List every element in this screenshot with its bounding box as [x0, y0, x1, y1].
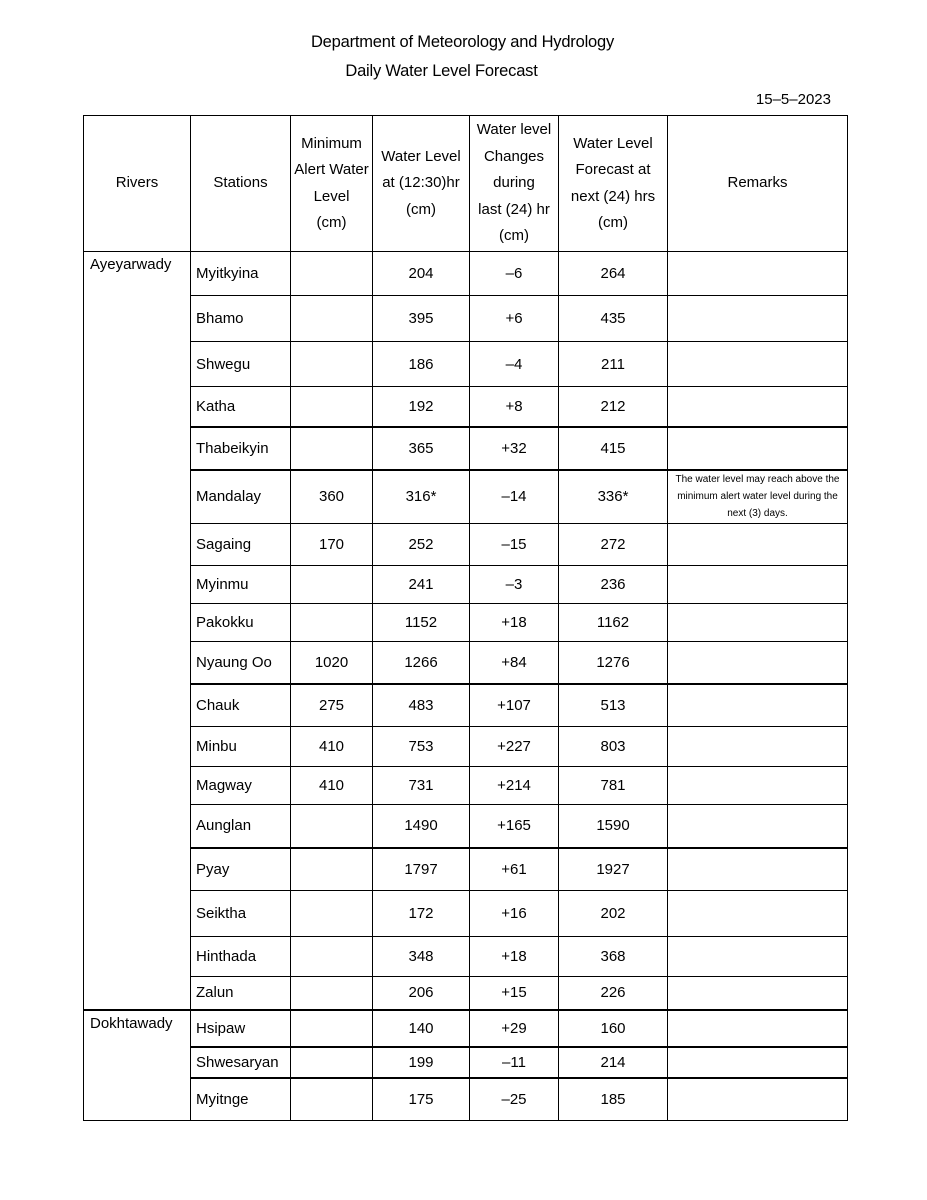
level-change: +18 [470, 604, 559, 642]
water-level: 483 [373, 684, 470, 727]
station-name: Zalun [191, 977, 291, 1010]
col-header-remarks: Remarks [668, 116, 848, 252]
min-alert-level [291, 604, 373, 642]
station-name: Aunglan [191, 805, 291, 848]
remarks [668, 642, 848, 684]
river-name: Dokhtawady [84, 1010, 191, 1121]
remarks [668, 524, 848, 566]
water-level: 252 [373, 524, 470, 566]
forecast-level: 272 [559, 524, 668, 566]
col-header-forecast: Water Level Forecast at next (24) hrs (cm) [559, 116, 668, 252]
station-name: Minbu [191, 727, 291, 767]
forecast-level: 185 [559, 1078, 668, 1121]
level-change: +227 [470, 727, 559, 767]
station-name: Thabeikyin [191, 427, 291, 470]
table-row [84, 1047, 848, 1078]
station-name: Hinthada [191, 937, 291, 977]
water-level: 204 [373, 252, 470, 296]
level-change: +165 [470, 805, 559, 848]
min-alert-level [291, 296, 373, 342]
min-alert-level: 410 [291, 767, 373, 805]
remarks [668, 767, 848, 805]
level-change: +214 [470, 767, 559, 805]
level-change: +15 [470, 977, 559, 1010]
level-change: +84 [470, 642, 559, 684]
forecast-level: 803 [559, 727, 668, 767]
col-header-min-alert: Minimum Alert Water Level (cm) [291, 116, 373, 252]
min-alert-level: 275 [291, 684, 373, 727]
table-row [84, 427, 848, 470]
forecast-title: Daily Water Level Forecast [345, 62, 538, 80]
min-alert-level: 360 [291, 470, 373, 524]
min-alert-level [291, 937, 373, 977]
water-level: 186 [373, 342, 470, 387]
water-level: 395 [373, 296, 470, 342]
water-level: 1797 [373, 848, 470, 891]
table-row [84, 1010, 848, 1047]
water-level: 365 [373, 427, 470, 470]
level-change: –11 [470, 1047, 559, 1078]
station-name: Shwegu [191, 342, 291, 387]
forecast-level: 212 [559, 387, 668, 427]
level-change: +8 [470, 387, 559, 427]
header-row [84, 116, 848, 252]
forecast-level: 1276 [559, 642, 668, 684]
forecast-level: 211 [559, 342, 668, 387]
table-row [84, 891, 848, 937]
water-level: 172 [373, 891, 470, 937]
station-name: Sagaing [191, 524, 291, 566]
min-alert-level [291, 977, 373, 1010]
water-level: 1490 [373, 805, 470, 848]
water-level: 175 [373, 1078, 470, 1121]
remarks [668, 296, 848, 342]
min-alert-level [291, 1047, 373, 1078]
min-alert-level [291, 1010, 373, 1047]
remarks [668, 937, 848, 977]
level-change: +6 [470, 296, 559, 342]
station-name: Myitkyina [191, 252, 291, 296]
water-level: 1266 [373, 642, 470, 684]
department-title: Department of Meteorology and Hydrology [310, 33, 615, 51]
forecast-level: 435 [559, 296, 668, 342]
level-change: –3 [470, 566, 559, 604]
water-level: 1152 [373, 604, 470, 642]
remarks [668, 891, 848, 937]
water-level: 731 [373, 767, 470, 805]
remarks [668, 427, 848, 470]
water-level: 206 [373, 977, 470, 1010]
table-row [84, 848, 848, 891]
table-row [84, 805, 848, 848]
water-level: 192 [373, 387, 470, 427]
forecast-level: 513 [559, 684, 668, 727]
report-date: 15–5–2023 [755, 91, 831, 108]
remarks [668, 1047, 848, 1078]
level-change: +18 [470, 937, 559, 977]
station-name: Magway [191, 767, 291, 805]
level-change: +16 [470, 891, 559, 937]
min-alert-level: 410 [291, 727, 373, 767]
forecast-level: 214 [559, 1047, 668, 1078]
remarks: The water level may reach above the minimum alert water level during the next (3) days. [668, 470, 848, 524]
min-alert-level [291, 805, 373, 848]
level-change: –6 [470, 252, 559, 296]
remarks [668, 252, 848, 296]
remarks [668, 684, 848, 727]
col-header-water-level: Water Level at (12:30)hr (cm) [373, 116, 470, 252]
min-alert-level: 170 [291, 524, 373, 566]
remarks [668, 848, 848, 891]
forecast-level: 1590 [559, 805, 668, 848]
col-header-stations: Stations [191, 116, 291, 252]
forecast-level: 264 [559, 252, 668, 296]
remarks [668, 387, 848, 427]
table-row [84, 937, 848, 977]
table-row [84, 566, 848, 604]
col-header-rivers: Rivers [84, 116, 191, 252]
station-name: Bhamo [191, 296, 291, 342]
water-level: 241 [373, 566, 470, 604]
level-change: +107 [470, 684, 559, 727]
remarks [668, 342, 848, 387]
min-alert-level [291, 891, 373, 937]
table-row [84, 524, 848, 566]
station-name: Chauk [191, 684, 291, 727]
table-row [84, 296, 848, 342]
min-alert-level [291, 1078, 373, 1121]
table-row [84, 342, 848, 387]
station-name: Pakokku [191, 604, 291, 642]
remarks [668, 604, 848, 642]
forecast-level: 781 [559, 767, 668, 805]
table-row [84, 977, 848, 1010]
water-level-table [83, 115, 848, 1121]
min-alert-level [291, 252, 373, 296]
min-alert-level [291, 427, 373, 470]
table-row [84, 387, 848, 427]
level-change: +61 [470, 848, 559, 891]
forecast-level: 226 [559, 977, 668, 1010]
remarks [668, 977, 848, 1010]
remarks [668, 1078, 848, 1121]
table-row [84, 1078, 848, 1121]
river-name: Ayeyarwady [84, 252, 191, 1010]
forecast-level: 1927 [559, 848, 668, 891]
forecast-level: 160 [559, 1010, 668, 1047]
level-change: +32 [470, 427, 559, 470]
min-alert-level [291, 848, 373, 891]
station-name: Shwesaryan [191, 1047, 291, 1078]
table-row [84, 642, 848, 684]
table-row [84, 470, 848, 524]
min-alert-level: 1020 [291, 642, 373, 684]
forecast-level: 415 [559, 427, 668, 470]
col-header-changes: Water level Changes during last (24) hr (cm) [470, 116, 559, 252]
station-name: Katha [191, 387, 291, 427]
forecast-level: 1162 [559, 604, 668, 642]
table-row [84, 684, 848, 727]
station-name: Mandalay [191, 470, 291, 524]
level-change: –15 [470, 524, 559, 566]
table-row [84, 604, 848, 642]
level-change: +29 [470, 1010, 559, 1047]
table-row [84, 767, 848, 805]
water-level: 753 [373, 727, 470, 767]
water-level: 348 [373, 937, 470, 977]
water-level: 140 [373, 1010, 470, 1047]
station-name: Pyay [191, 848, 291, 891]
level-change: –4 [470, 342, 559, 387]
station-name: Myitnge [191, 1078, 291, 1121]
min-alert-level [291, 566, 373, 604]
min-alert-level [291, 342, 373, 387]
level-change: –14 [470, 470, 559, 524]
remarks [668, 1010, 848, 1047]
remarks [668, 566, 848, 604]
forecast-level: 236 [559, 566, 668, 604]
station-name: Hsipaw [191, 1010, 291, 1047]
min-alert-level [291, 387, 373, 427]
table-row [84, 252, 848, 296]
remarks [668, 727, 848, 767]
table-row [84, 727, 848, 767]
station-name: Nyaung Oo [191, 642, 291, 684]
forecast-level: 336* [559, 470, 668, 524]
station-name: Seiktha [191, 891, 291, 937]
forecast-level: 202 [559, 891, 668, 937]
station-name: Myinmu [191, 566, 291, 604]
water-level: 199 [373, 1047, 470, 1078]
water-level: 316* [373, 470, 470, 524]
forecast-level: 368 [559, 937, 668, 977]
remarks [668, 805, 848, 848]
level-change: –25 [470, 1078, 559, 1121]
